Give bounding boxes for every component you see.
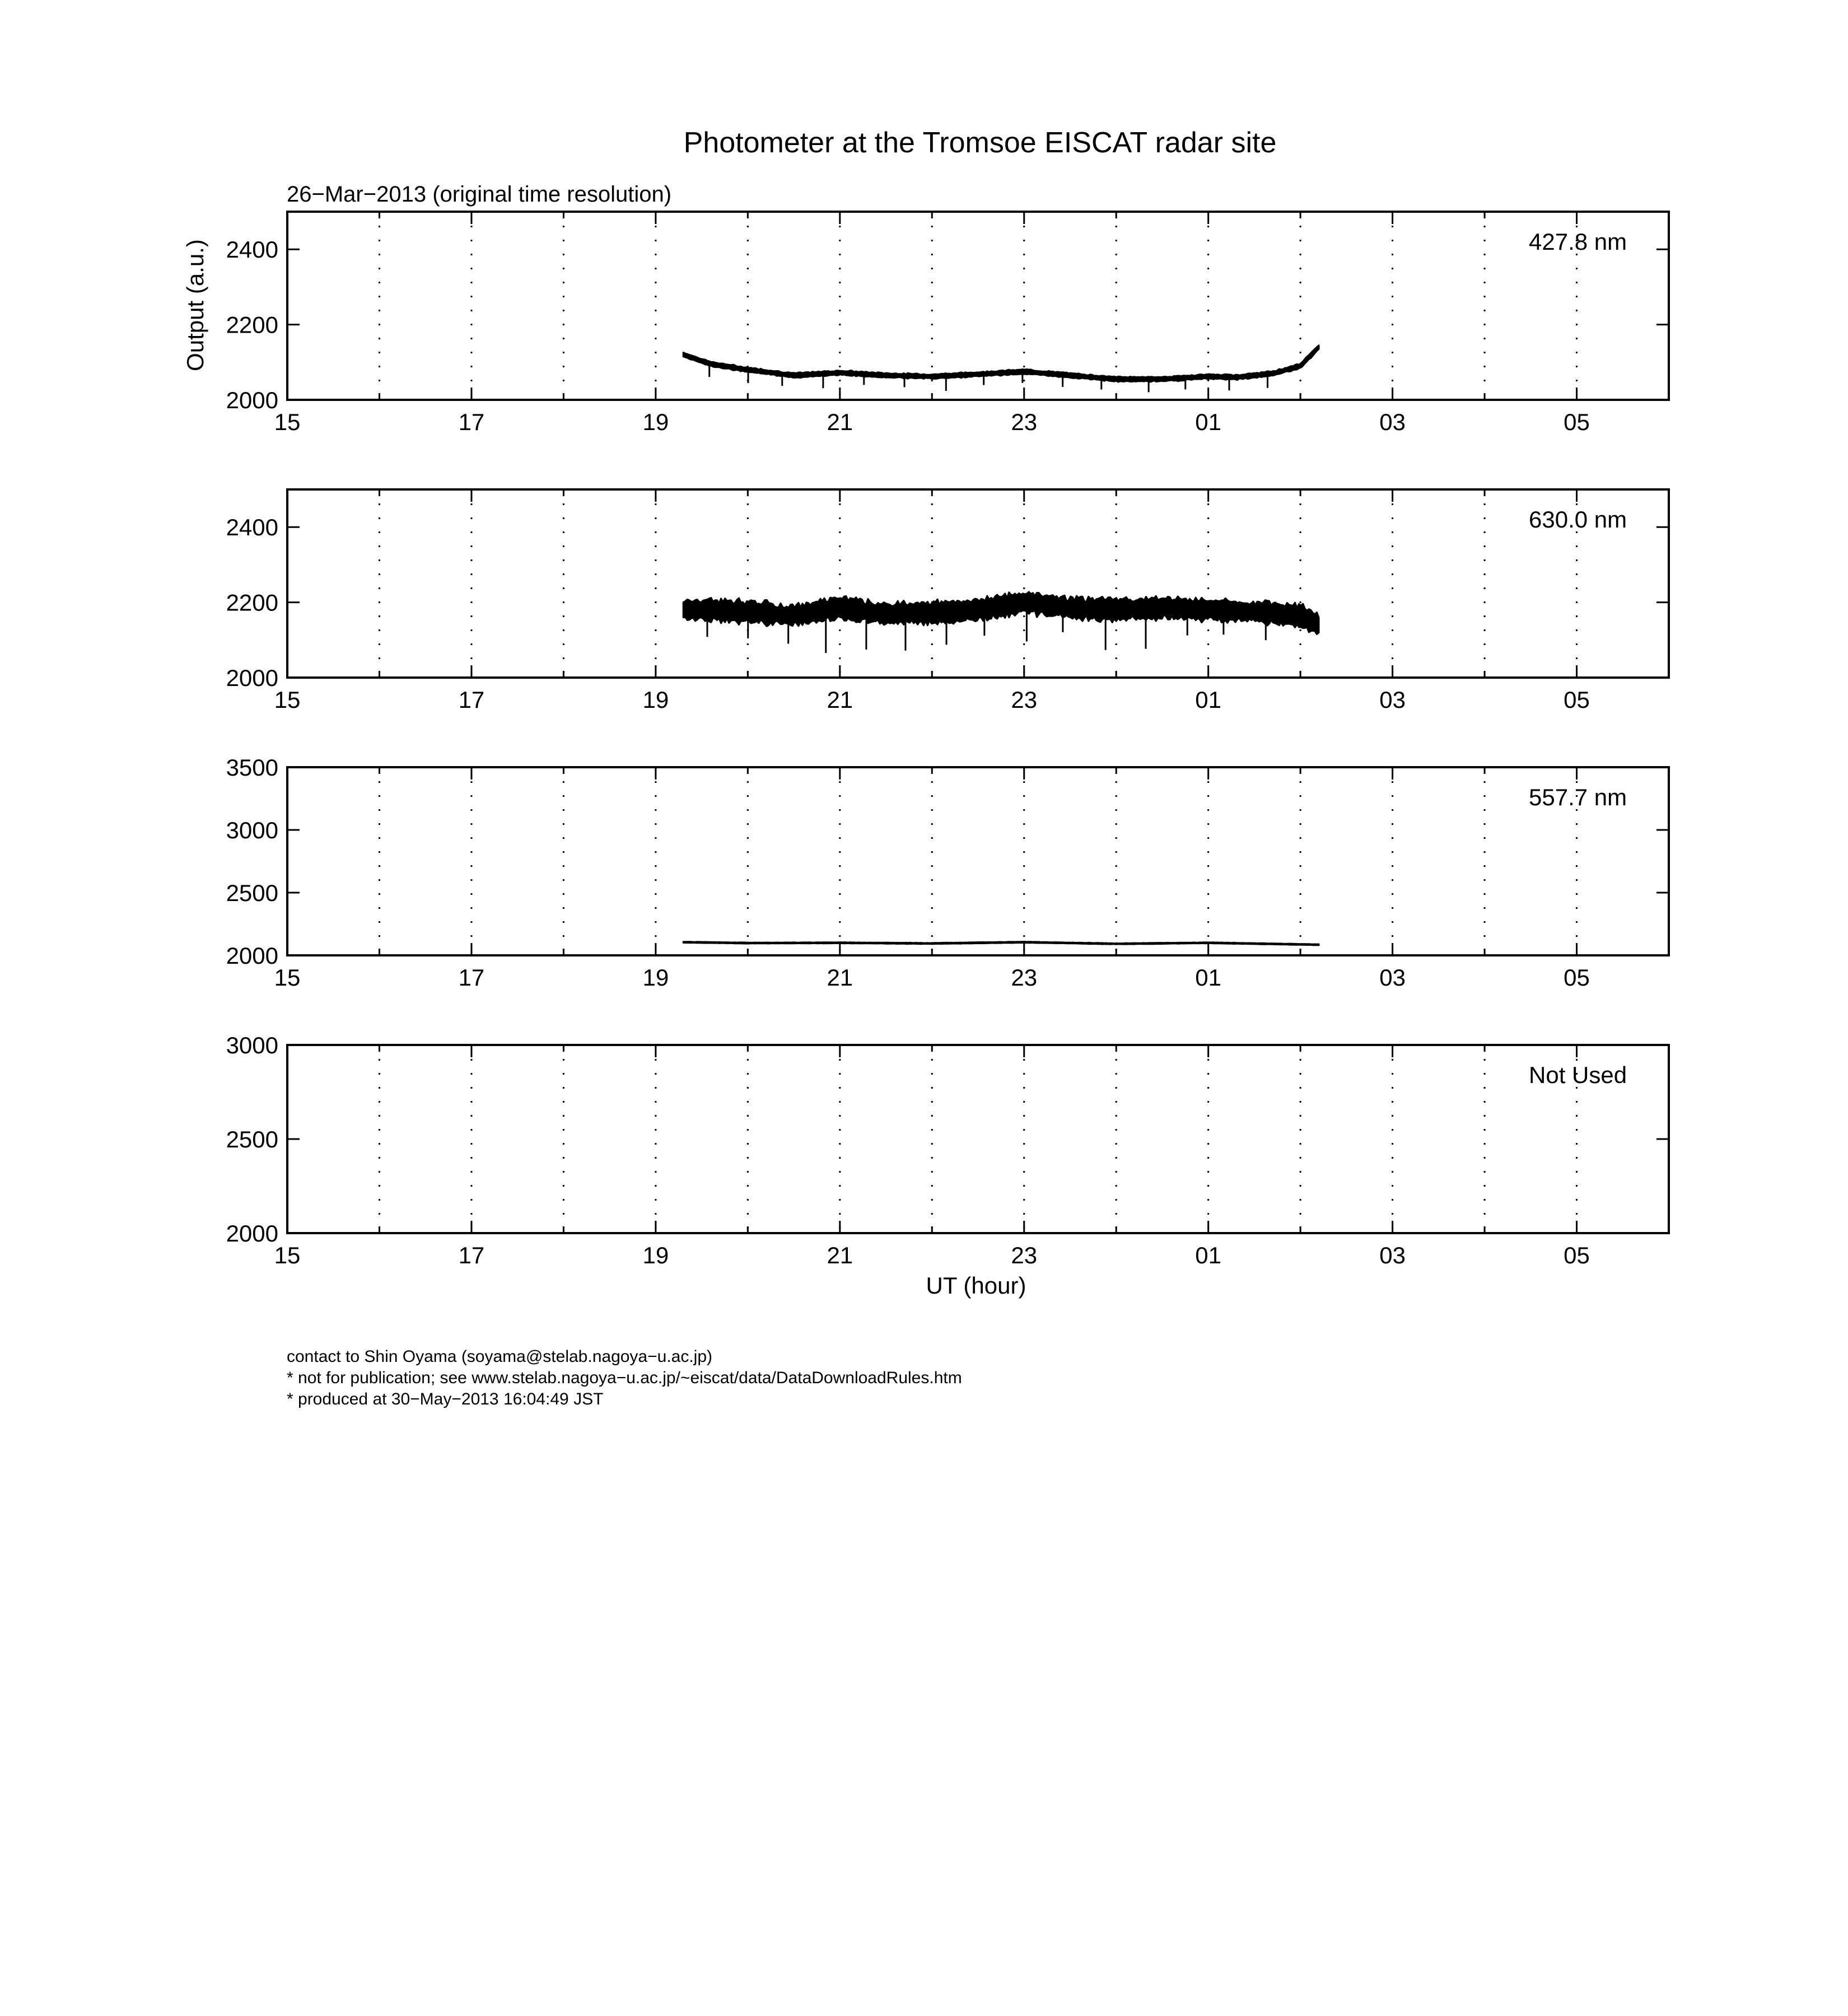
series-3-band [683, 942, 1319, 945]
x-tick-label: 15 [274, 964, 301, 991]
panels [226, 212, 1669, 1268]
y-tick-label: 2500 [226, 880, 278, 906]
chart-subtitle: 26−Mar−2013 (original time resolution) [287, 182, 672, 207]
panel-label: 557.7 nm [1529, 784, 1627, 810]
x-tick-label: 03 [1379, 1242, 1406, 1268]
x-tick-label: 21 [827, 687, 853, 713]
x-tick-label: 17 [458, 1242, 485, 1268]
x-tick-label: 17 [458, 409, 485, 435]
x-tick-label: 21 [827, 964, 853, 991]
footnote-produced: * produced at 30−May−2013 16:04:49 JST [287, 1390, 604, 1408]
panel-label: Not Used [1529, 1062, 1627, 1088]
footnote-rules: * not for publication; see www.stelab.nagoya−u.ac.jp/~eiscat/data/DataDownloadRules.htm [287, 1369, 962, 1387]
footnote-contact: contact to Shin Oyama (soyama@stelab.nagoya−u.ac.jp) [287, 1347, 713, 1366]
x-tick-label: 05 [1564, 964, 1590, 991]
x-tick-label: 19 [642, 687, 669, 713]
x-tick-label: 23 [1011, 1242, 1038, 1268]
x-tick-label: 01 [1195, 687, 1222, 713]
panel-1 [226, 212, 1669, 435]
x-tick-label: 19 [642, 964, 669, 991]
x-tick-label: 03 [1379, 687, 1406, 713]
panel-3 [226, 754, 1669, 991]
x-tick-label: 21 [827, 409, 853, 435]
y-tick-label: 3500 [226, 754, 278, 781]
y-tick-label: 2000 [226, 665, 278, 691]
x-tick-label: 05 [1564, 409, 1590, 435]
x-tick-label: 15 [274, 1242, 301, 1268]
y-tick-label: 2000 [226, 942, 278, 969]
panel-label: 630.0 nm [1529, 506, 1627, 533]
x-tick-label: 17 [458, 687, 485, 713]
panel-4 [226, 1032, 1669, 1268]
x-tick-label: 01 [1195, 409, 1222, 435]
y-tick-label: 2400 [226, 514, 278, 541]
y-tick-label: 2400 [226, 236, 278, 263]
y-tick-label: 2000 [226, 387, 278, 413]
x-tick-label: 19 [642, 1242, 669, 1268]
y-tick-label: 2000 [226, 1220, 278, 1247]
x-axis-label: UT (hour) [926, 1272, 1026, 1299]
axes-box [287, 767, 1669, 955]
x-tick-label: 01 [1195, 964, 1222, 991]
x-tick-label: 17 [458, 964, 485, 991]
x-tick-label: 23 [1011, 687, 1038, 713]
x-tick-label: 05 [1564, 687, 1590, 713]
x-tick-label: 05 [1564, 1242, 1590, 1268]
x-tick-label: 15 [274, 409, 301, 435]
axes-box [287, 489, 1669, 678]
x-tick-label: 01 [1195, 1242, 1222, 1268]
series-1-band [683, 346, 1319, 382]
x-tick-label: 21 [827, 1242, 853, 1268]
footnotes [287, 1346, 962, 1410]
axes-box [287, 1045, 1669, 1233]
y-tick-label: 2200 [226, 589, 278, 616]
x-tick-label: 03 [1379, 964, 1406, 991]
y-tick-label: 2500 [226, 1126, 278, 1152]
x-tick-label: 23 [1011, 964, 1038, 991]
x-tick-label: 23 [1011, 409, 1038, 435]
chart-title: Photometer at the Tromsoe EISCAT radar site [683, 127, 1277, 159]
panel-2 [226, 489, 1669, 713]
x-tick-label: 03 [1379, 409, 1406, 435]
y-axis-label: Output (a.u.) [182, 239, 208, 371]
x-tick-label: 19 [642, 409, 669, 435]
y-tick-label: 2200 [226, 311, 278, 338]
panel-label: 427.8 nm [1529, 228, 1627, 255]
y-tick-label: 3000 [226, 1032, 278, 1058]
x-tick-label: 15 [274, 687, 301, 713]
y-tick-label: 3000 [226, 817, 278, 843]
